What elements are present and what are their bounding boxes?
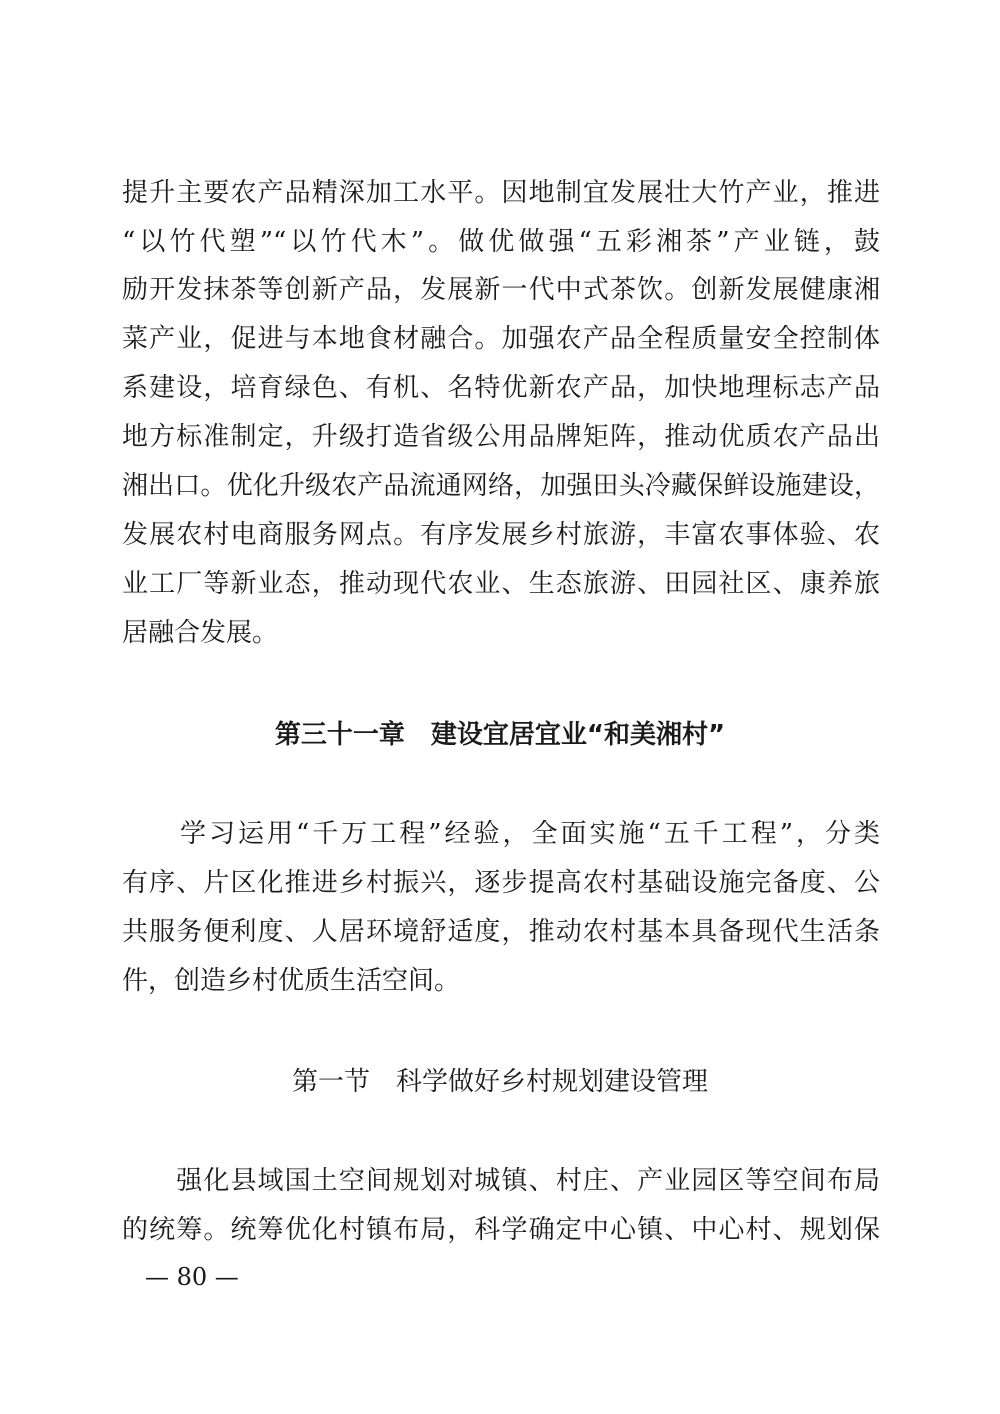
chapter-title: 第三十一章 建设宜居宜业“和美湘村”: [274, 720, 726, 750]
body-text-line: 地方标准制定，升级打造省级公用品牌矩阵，推动优质农产品出: [122, 422, 880, 452]
body-text-line: 的统筹。统筹优化村镇布局，科学确定中心镇、中心村、规划保: [122, 1215, 880, 1245]
section-title: 第一节 科学做好乡村规划建设管理: [291, 1067, 708, 1097]
body-text-line: 学习运用“千万工程”经验，全面实施“五千工程”，分类: [122, 819, 880, 849]
page-number: — 80 —: [145, 1263, 239, 1291]
body-text-line: 发展农村电商服务网点。有序发展乡村旅游，丰富农事体验、农: [122, 520, 880, 550]
body-text-line: 提升主要农产品精深加工水平。因地制宜发展壮大竹产业，推进: [122, 178, 880, 208]
body-text-line: “以竹代塑”“以竹代木”。做优做强“五彩湘茶”产业链，鼓: [122, 227, 880, 257]
body-text-line: 菜产业，促进与本地食材融合。加强农产品全程质量安全控制体: [122, 324, 880, 354]
body-text-line: 励开发抹茶等创新产品，发展新一代中式茶饮。创新发展健康湘: [122, 275, 880, 305]
body-text-line: 强化县域国土空间规划对城镇、村庄、产业园区等空间布局: [122, 1166, 880, 1196]
body-text-line: 湘出口。优化升级农产品流通网络，加强田头冷藏保鲜设施建设，: [122, 471, 880, 501]
body-text-line: 共服务便利度、人居环境舒适度，推动农村基本具备现代生活条: [122, 917, 880, 947]
body-text-line: 居融合发展。: [122, 618, 279, 648]
body-text-line: 系建设，培育绿色、有机、名特优新农产品，加快地理标志产品: [122, 373, 880, 403]
body-text-line: 业工厂等新业态，推动现代农业、生态旅游、田园社区、康养旅: [122, 569, 880, 599]
body-text-line: 件，创造乡村优质生活空间。: [122, 966, 461, 996]
body-text-line: 有序、片区化推进乡村振兴，逐步提高农村基础设施完备度、公: [122, 868, 880, 898]
